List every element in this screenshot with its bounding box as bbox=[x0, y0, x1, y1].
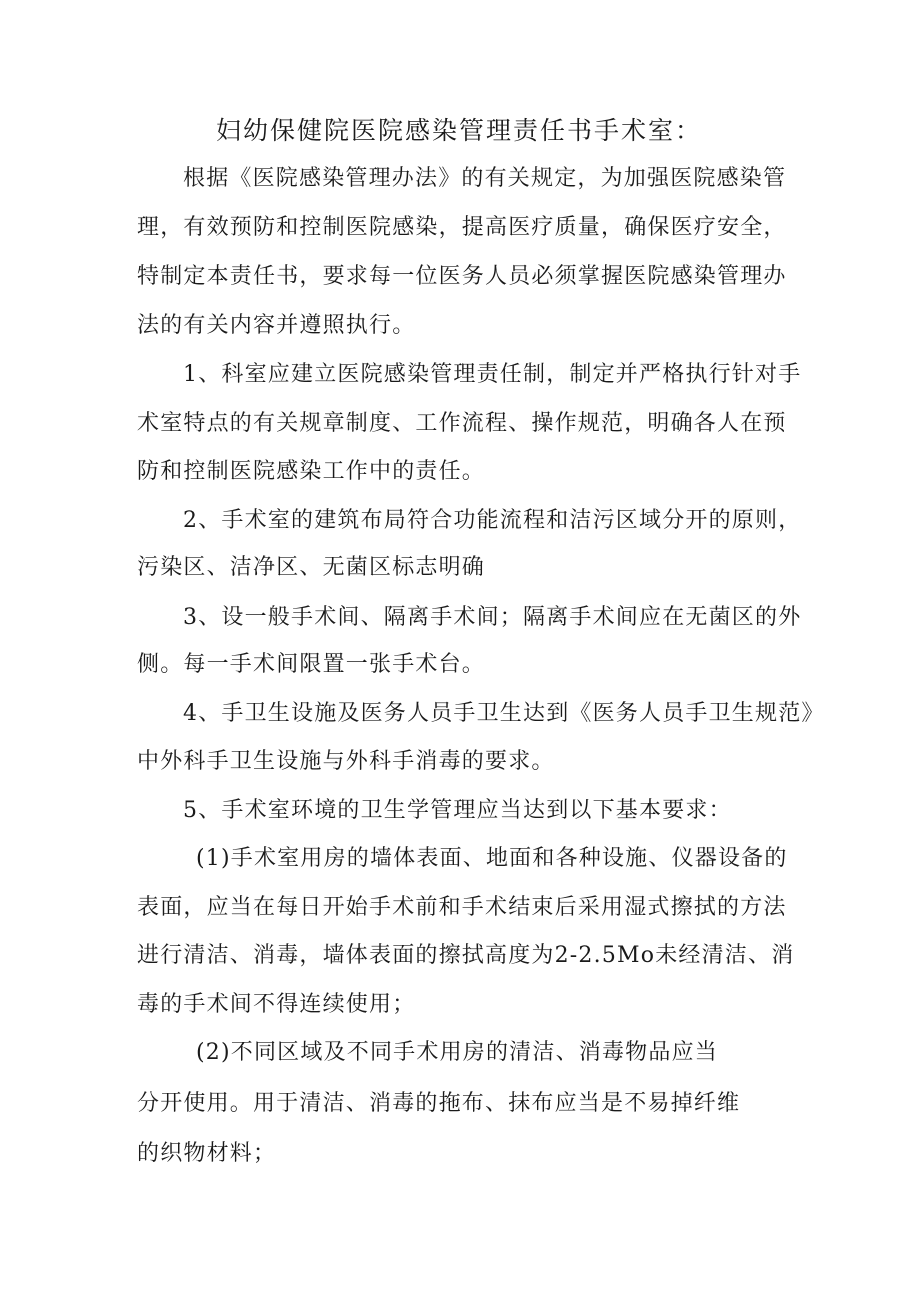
text-line: 4、手卫生设施及医务人员手卫生达到《医务人员手卫生规范》 bbox=[183, 701, 825, 726]
text-line: 理，有效预防和控制医院感染，提高医疗质量，确保医疗安全， bbox=[137, 215, 787, 240]
text-line: 5、手术室环境的卫生学管理应当达到以下基本要求： bbox=[183, 798, 732, 823]
text-line: 防和控制医院感染工作中的责任。 bbox=[137, 459, 486, 484]
text-line: (2)不同区域及不同手术用房的清洁、消毒物品应当 bbox=[196, 1040, 718, 1065]
text-line: 1、科室应建立医院感染管理责任制，制定并严格执行针对手 bbox=[183, 362, 802, 387]
text-line: 侧。每一手术间限置一张手术台。 bbox=[137, 652, 486, 677]
text-line: (1)手术室用房的墙体表面、地面和各种设施、仪器设备的 bbox=[196, 846, 788, 871]
text-line: 3、设一般手术间、隔离手术间；隔离手术间应在无菌区的外 bbox=[183, 605, 802, 630]
text-line: 进行清洁、消毒，墙体表面的擦拭高度为2-2.5Mo未经清洁、消 bbox=[137, 943, 795, 968]
document-title: 妇幼保健院医院感染管理责任书手术室： bbox=[216, 116, 703, 145]
text-line: 毒的手术间不得连续使用； bbox=[137, 992, 416, 1017]
text-line: 分开使用。用于清洁、消毒的拖布、抹布应当是不易掉纤维 bbox=[137, 1091, 741, 1116]
text-line: 术室特点的有关规章制度、工作流程、操作规范，明确各人在预 bbox=[137, 411, 787, 436]
text-line: 特制定本责任书，要求每一位医务人员必须掌握医院感染管理办 bbox=[137, 264, 787, 289]
text-line: 污染区、洁净区、无菌区标志明确 bbox=[137, 555, 486, 580]
text-line: 的织物材料； bbox=[137, 1141, 277, 1166]
text-line: 中外科手卫生设施与外科手消毒的要求。 bbox=[137, 749, 555, 774]
text-line: 根据《医院感染管理办法》的有关规定，为加强医院感染管 bbox=[183, 166, 787, 191]
text-line: 法的有关内容并遵照执行。 bbox=[137, 313, 416, 338]
text-line: 2、手术室的建筑布局符合功能流程和洁污区域分开的原则， bbox=[183, 508, 802, 533]
text-line: 表面，应当在每日开始手术前和手术结束后采用湿式擦拭的方法 bbox=[137, 895, 787, 920]
